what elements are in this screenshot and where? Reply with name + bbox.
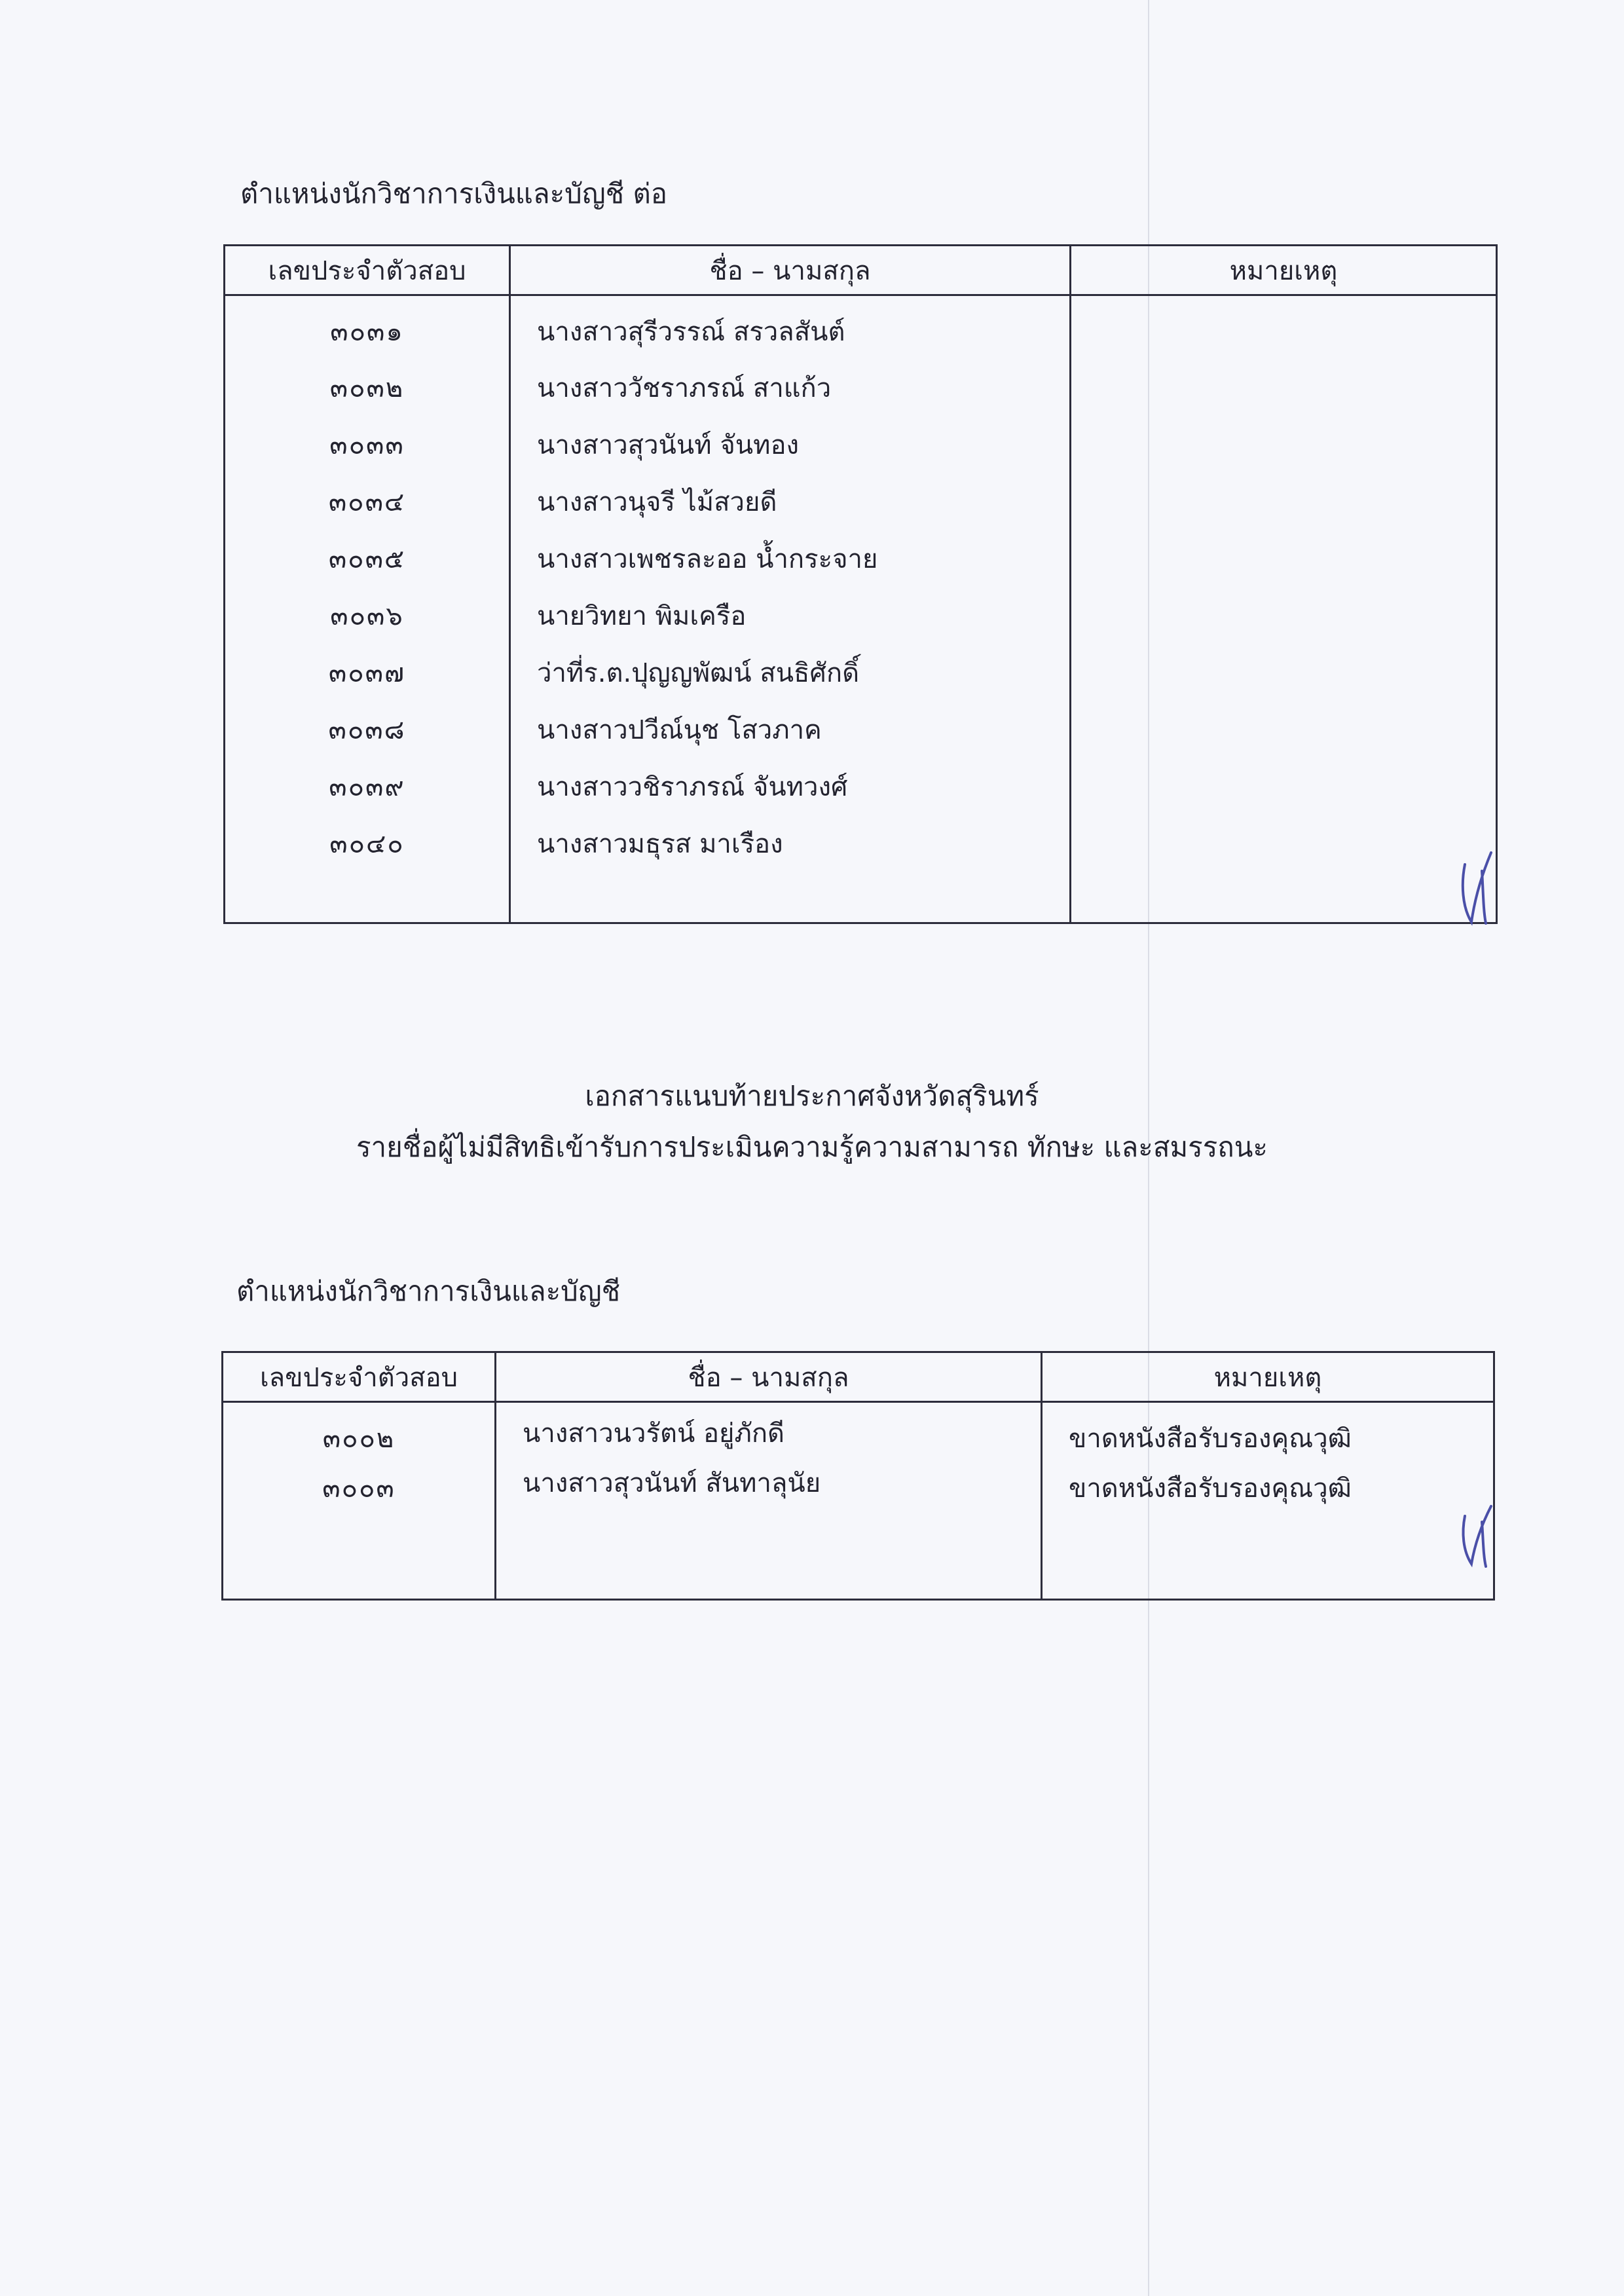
header-remark: หมายเหตุ [1071, 246, 1497, 295]
full-name-cell: นางสาวนุจรี ไม้สวยดี [510, 466, 1071, 523]
remark-cell [1071, 409, 1497, 466]
header-exam-id: เลขประจำตัวสอบ [223, 1352, 496, 1402]
exam-id-cell: ๓๐๓๔ [225, 466, 510, 523]
exam-id-cell: ๓๐๔๐ [225, 808, 510, 923]
remark-cell: ขาดหนังสือรับรองคุณวุฒิ [1042, 1402, 1494, 1460]
remark-cell [1071, 352, 1497, 409]
section-1-heading: ตำแหน่งนักวิชาการเงินและบัญชี ต่อ [240, 177, 667, 210]
header-full-name: ชื่อ – นามสกุล [496, 1352, 1042, 1402]
table-row [225, 466, 1497, 523]
remark-cell [1071, 295, 1497, 353]
remark-cell [1071, 580, 1497, 637]
header-exam-id: เลขประจำตัวสอบ [225, 246, 510, 295]
remark-cell [1071, 523, 1497, 580]
table-row [225, 409, 1497, 466]
full-name-cell: นางสาววัชราภรณ์ สาแก้ว [510, 352, 1071, 409]
full-name-cell: นางสาวปวีณ์นุช โสวภาค [510, 694, 1071, 751]
table-row [225, 352, 1497, 409]
initials-signature-mark [1457, 1500, 1503, 1572]
full-name-cell: นางสาวมธุรส มาเรือง [510, 808, 1071, 923]
table-row [225, 580, 1497, 637]
table-header-row [225, 246, 1497, 295]
table-row [225, 808, 1497, 923]
table-row [223, 1459, 1494, 1599]
table-row [225, 694, 1497, 751]
full-name-cell: นางสาวสุรีวรรณ์ สรวลสันต์ [510, 295, 1071, 353]
table-row [225, 751, 1497, 808]
table-header-row [223, 1352, 1494, 1402]
header-full-name: ชื่อ – นามสกุล [510, 246, 1071, 295]
exam-id-cell: ๓๐๓๘ [225, 694, 510, 751]
full-name-cell: นางสาวสุวนันท์ จันทอง [510, 409, 1071, 466]
exam-id-cell: ๓๐๐๓ [223, 1459, 496, 1599]
table-row [225, 637, 1497, 694]
remark-cell [1071, 694, 1497, 751]
exam-id-cell: ๓๐๓๑ [225, 295, 510, 353]
remark-cell [1071, 808, 1497, 923]
full-name-cell: นางสาวเพชรละออ น้ำกระจาย [510, 523, 1071, 580]
initials-signature-mark [1457, 845, 1503, 930]
section-2-table [221, 1351, 1495, 1601]
table-row [225, 523, 1497, 580]
exam-id-cell: ๓๐๓๓ [225, 409, 510, 466]
full-name-cell: นางสาวนวรัตน์ อยู่ภักดี [496, 1402, 1042, 1460]
remark-cell [1071, 637, 1497, 694]
announcement-subtitle: รายชื่อผู้ไม่มีสิทธิเข้ารับการประเมินความรู้ความสามารถ ทักษะ และสมรรถนะ [356, 1131, 1268, 1163]
remark-cell: ขาดหนังสือรับรองคุณวุฒิ [1042, 1459, 1494, 1599]
exam-id-cell: ๓๐๓๗ [225, 637, 510, 694]
exam-id-cell: ๓๐๐๒ [223, 1402, 496, 1460]
full-name-cell: ว่าที่ร.ต.ปุญญพัฒน์ สนธิศักดิ์ [510, 637, 1071, 694]
full-name-cell: นางสาววชิราภรณ์ จันทวงศ์ [510, 751, 1071, 808]
section-2-heading: ตำแหน่งนักวิชาการเงินและบัญชี [236, 1275, 621, 1307]
full-name-cell: นางสาวสุวนันท์ สันทาลุนัย [496, 1459, 1042, 1599]
remark-cell [1071, 751, 1497, 808]
exam-id-cell: ๓๐๓๒ [225, 352, 510, 409]
exam-id-cell: ๓๐๓๖ [225, 580, 510, 637]
header-remark: หมายเหตุ [1042, 1352, 1494, 1402]
table-row [225, 295, 1497, 353]
exam-id-cell: ๓๐๓๕ [225, 523, 510, 580]
exam-id-cell: ๓๐๓๙ [225, 751, 510, 808]
section-1-table [223, 244, 1498, 924]
full-name-cell: นายวิทยา พิมเครือ [510, 580, 1071, 637]
table-row [223, 1402, 1494, 1460]
announcement-title: เอกสารแนบท้ายประกาศจังหวัดสุรินทร์ [585, 1080, 1039, 1112]
remark-cell [1071, 466, 1497, 523]
